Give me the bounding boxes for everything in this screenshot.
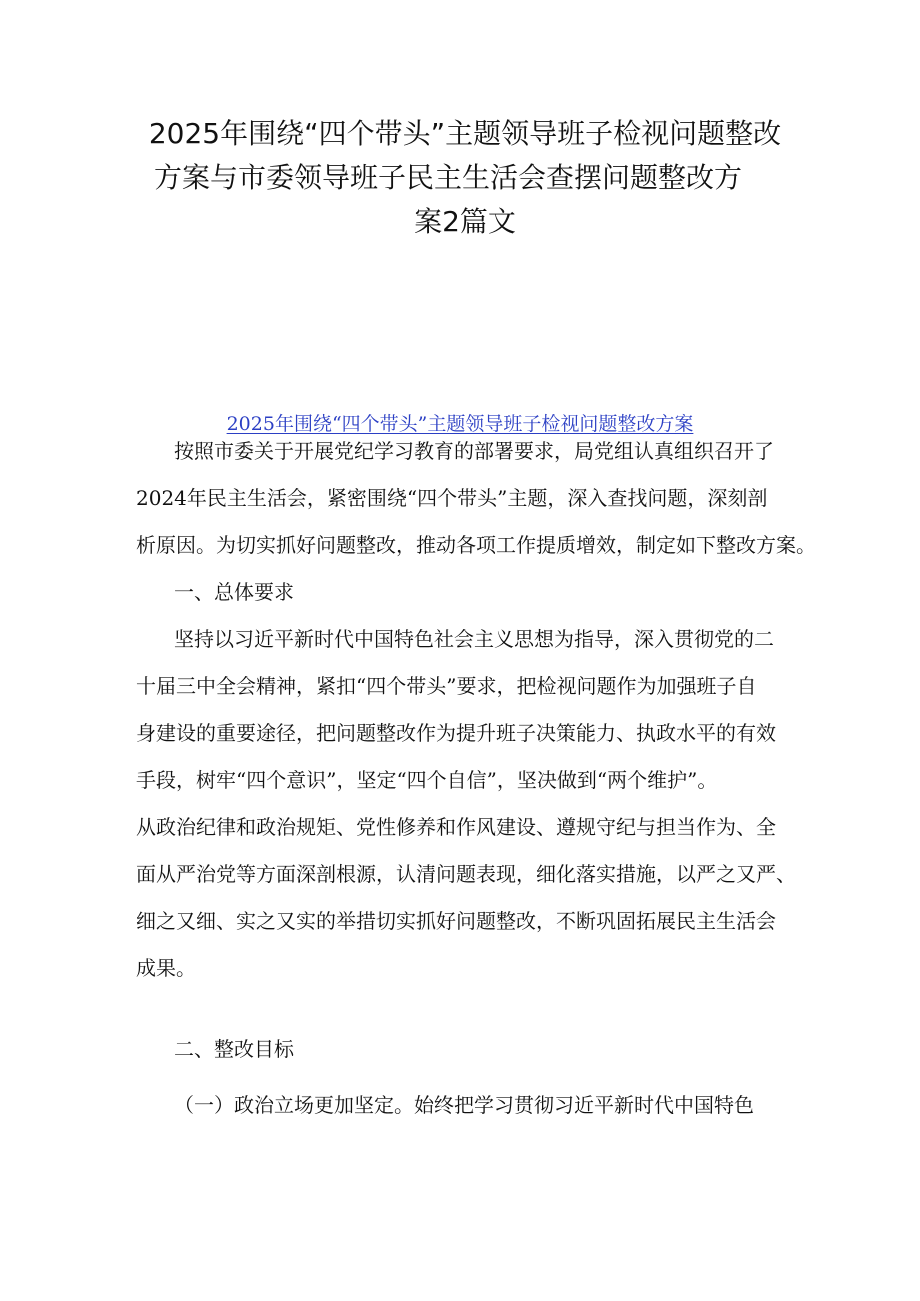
paragraph-2-line-3: 身建设的重要途径，把问题整改作为提升班子决策能力、执政水平的有效	[136, 721, 776, 745]
paragraph-2-line-5: 从政治纪律和政治规矩、党性修养和作风建设、遵规守纪与担当作为、全	[136, 815, 776, 839]
heading-overall-requirements: 一、总体要求	[174, 580, 294, 604]
paragraph-2-line-7: 细之又细、实之又实的举措切实抓好问题整改，不断巩固拓展民主生活会	[136, 909, 776, 933]
paragraph-2-line-6: 面从严治党等方面深剖根源，认清问题表现，细化落实措施，以严之又严、	[136, 862, 796, 886]
paragraph-3-line-1: （一）政治立场更加坚定。始终把学习贯彻习近平新时代中国特色	[174, 1093, 754, 1117]
paragraph-1-line-1: 按照市委关于开展党纪学习教育的部署要求，局党组认真组织召开了	[174, 439, 774, 463]
title-line-3: 案2篇文	[414, 205, 516, 238]
body-block-2	[136, 1026, 786, 1073]
title-line-2: 方案与市委领导班子民主生活会查摆问题整改方	[153, 161, 742, 194]
body-block-1	[136, 428, 816, 992]
document-title	[140, 112, 790, 244]
paragraph-2-line-4: 手段，树牢“四个意识”，坚定“四个自信”，坚决做到“两个维护”。	[136, 768, 718, 792]
paragraph-2-line-8: 成果。	[136, 956, 196, 980]
body-block-3	[136, 1082, 786, 1129]
section-heading-link[interactable]: 2025年围绕“四个带头”主题领导班子检视问题整改方案	[226, 413, 694, 435]
paragraph-1-line-3: 析原因。为切实抓好问题整改，推动各项工作提质增效，制定如下整改方案。	[136, 533, 816, 557]
title-line-1: 2025年围绕“四个带头”主题领导班子检视问题整改	[148, 117, 782, 150]
paragraph-2-line-1: 坚持以习近平新时代中国特色社会主义思想为指导，深入贯彻党的二	[174, 627, 774, 651]
paragraph-1-line-2: 2024年民主生活会，紧密围绕“四个带头”主题，深入查找问题，深刻剖	[136, 486, 768, 510]
heading-rectification-goals: 二、整改目标	[174, 1037, 294, 1061]
paragraph-2-line-2: 十届三中全会精神，紧扣“四个带头”要求，把检视问题作为加强班子自	[136, 674, 757, 698]
